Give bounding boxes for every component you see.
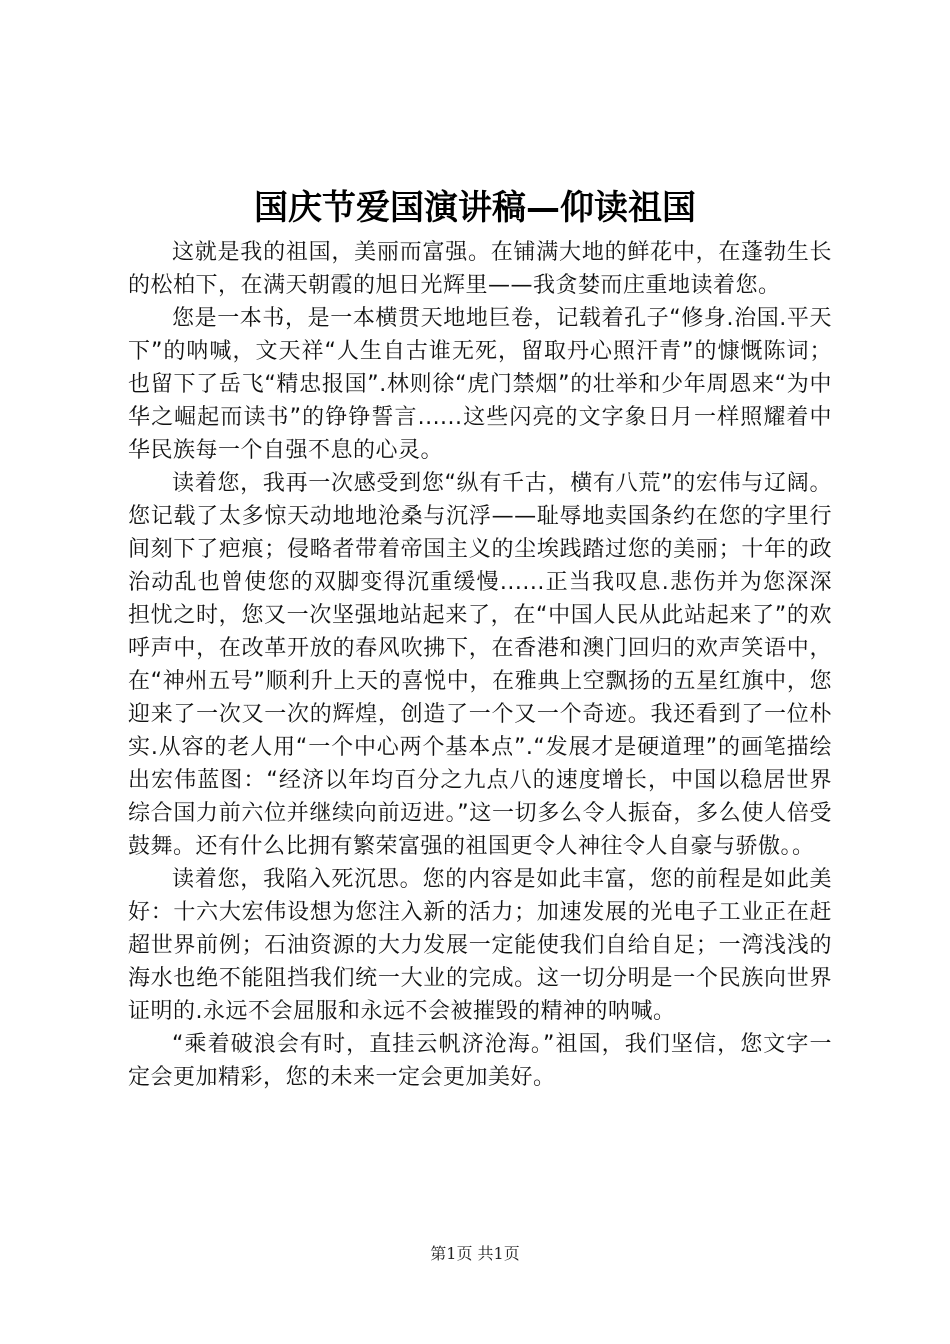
document-body — [128, 236, 832, 1094]
document-title: 国庆节爱国演讲稿—仰读祖国 — [254, 188, 696, 228]
page-number-footer: 第1页 共1页 — [430, 1244, 520, 1263]
paragraph-5: “乘着破浪会有时，直挂云帆济沧海。”祖国，我们坚信，您文字一定会更加精彩，您的未来一定会更加美好。 — [128, 1032, 832, 1090]
paragraph-3: 读着您，我再一次感受到您“纵有千古，横有八荒”的宏伟与辽阔。您记载了太多惊天动地地沧桑与沉浮——耻辱地卖国条约在您的字里行间刻下了疤痕；侵略者带着帝国主义的尘埃践踏过您的美丽；十年的政治动乱也曾使您的双脚变得沉重缓慢......正当我叹息.悲伤并为您深深担忧之时，您又一次坚强地站起来了，在“中国人民从此站起来了”的欢呼声中，在改革开放的春风吹拂下，在香港和澳门回归的欢声笑语中，在“神州五号”顺利升上天的喜悦中，在雅典上空飘扬的五星红旗中，您迎来了一次又一次的辉煌，创造了一个又一个奇迹。我还看到了一位朴实.从容的老人用“一个中心两个基本点”.“发展才是硬道理”的画笔描绘出宏伟蓝图：“经济以年均百分之九点八的速度增长，中国以稳居世界综合国力前六位并继续向前迈进。”这一切多么令人振奋，多么使人倍受鼓舞。还有什么比拥有繁荣富强的祖国更令人神往令人自豪与骄傲。。 — [128, 471, 832, 859]
paragraph-1: 这就是我的祖国，美丽而富强。在铺满大地的鲜花中，在蓬勃生长的松柏下，在满天朝霞的旭日光辉里——我贪婪而庄重地读着您。 — [128, 240, 832, 298]
paragraph-2: 您是一本书，是一本横贯天地地巨卷，记载着孔子“修身.治国.平天下”的呐喊，文天祥“人生自古谁无死，留取丹心照汗青”的慷慨陈词；也留下了岳飞“精忠报国”.林则徐“虎门禁烟”的壮举和少年周恩来“为中华之崛起而读书”的铮铮誓言......这些闪亮的文字象日月一样照耀着中华民族每一个自强不息的心灵。 — [128, 306, 832, 463]
paragraph-4: 读着您，我陷入死沉思。您的内容是如此丰富，您的前程是如此美好：十六大宏伟设想为您注入新的活力；加速发展的光电子工业正在赶超世界前例；石油资源的大力发展一定能使我们自给自足；一湾浅浅的海水也绝不能阻挡我们统一大业的完成。这一切分明是一个民族向世界证明的.永远不会屈服和永远不会被摧毁的精神的呐喊。 — [128, 867, 832, 1024]
